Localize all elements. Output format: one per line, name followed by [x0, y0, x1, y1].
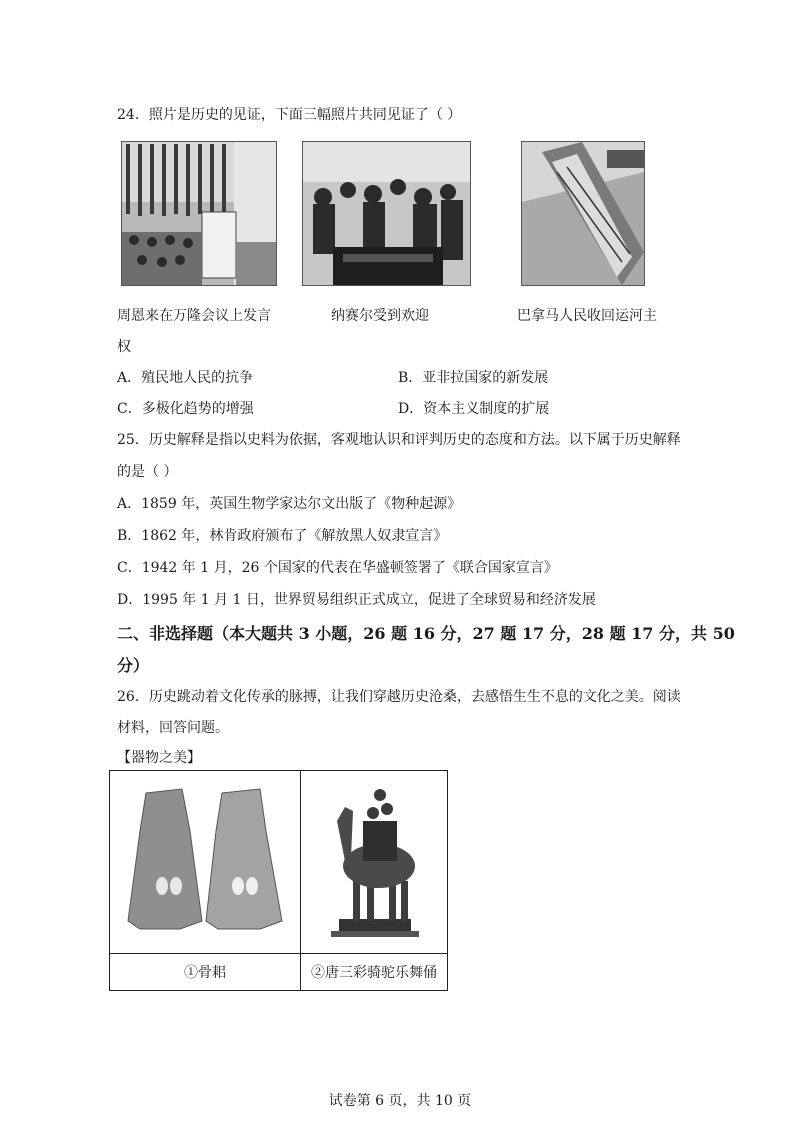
- q25-option-b: B．1862 年，林肯政府颁布了《解放黑人奴隶宣言》: [117, 528, 448, 544]
- q25-option-a: A．1859 年，英国生物学家达尔文出版了《物种起源》: [117, 496, 462, 512]
- q24-stem: 24．照片是历史的见证，下面三幅照片共同见证了（ ）: [117, 107, 462, 123]
- bone-spade-illustration: [110, 771, 300, 953]
- artifact-caption-bone-spade: ①骨耜: [110, 954, 301, 991]
- tang-camel-figurine-illustration: [301, 771, 447, 953]
- photo-caption-bandung: 周恩来在万隆会议上发言: [117, 308, 271, 324]
- q25-option-c: C．1942 年 1 月，26 个国家的代表在华盛顿签署了《联合国家宣言》: [117, 560, 558, 576]
- q26-stem-line2: 材料，回答问题。: [117, 720, 229, 736]
- section-heading-line2: 分）: [117, 656, 150, 675]
- q24-option-c: C．多极化趋势的增强: [117, 401, 254, 417]
- panama-canal-photo-illustration: [522, 142, 644, 285]
- bandung-photo-illustration: [122, 142, 276, 285]
- artifact-caption-tang-camel: ②唐三彩骑驼乐舞俑: [301, 954, 448, 991]
- photo-caption-nasser: 纳赛尔受到欢迎: [331, 308, 429, 324]
- section-heading-line1: 二、非选择题（本大题共 3 小题，26 题 16 分，27 题 17 分，28 题 17 分，共 50: [117, 624, 735, 643]
- artifacts-table: [109, 770, 448, 991]
- photo-caption-panama: 巴拿马人民收回运河主: [517, 308, 657, 324]
- q24-option-d: D．资本主义制度的扩展: [398, 401, 550, 417]
- q26-section-heading: 【器物之美】: [117, 750, 201, 766]
- q25-stem-line2: 的是（ ）: [117, 464, 178, 480]
- photo-caption-panama-wrap: 权: [117, 339, 131, 355]
- artifact-image-cell-bone-spade: [110, 771, 301, 954]
- photo-nasser-welcomed: [302, 141, 471, 286]
- q25-option-d: D．1995 年 1 月 1 日，世界贸易组织正式成立，促进了全球贸易和经济发展: [117, 592, 596, 608]
- artifact-image-cell-tang-camel: [301, 771, 448, 954]
- photo-bandung-conference: [121, 141, 277, 286]
- nasser-photo-illustration: [303, 142, 470, 285]
- q24-option-a: A．殖民地人民的抗争: [117, 370, 254, 386]
- page-footer: 试卷第 6 页，共 10 页: [328, 1093, 472, 1109]
- q24-option-b: B．亚非拉国家的新发展: [398, 370, 549, 386]
- q25-stem-line1: 25．历史解释是指以史料为依据，客观地认识和评判历史的态度和方法。以下属于历史解释: [117, 432, 681, 448]
- photo-panama-canal: [521, 141, 645, 286]
- q26-stem-line1: 26．历史跳动着文化传承的脉搏，让我们穿越历史沧桑，去感悟生生不息的文化之美。阅读: [117, 689, 681, 705]
